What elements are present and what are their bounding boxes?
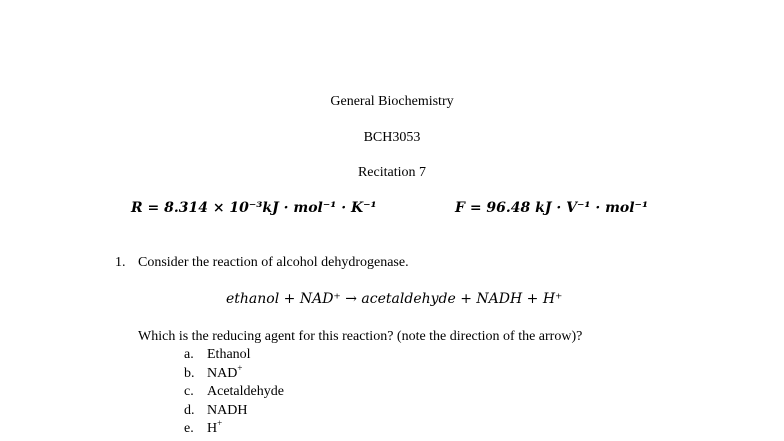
option-a[interactable]	[184, 346, 284, 365]
option-text: NAD	[207, 365, 238, 381]
sub-question: Which is the reducing agent for this reaction? (note the direction of the arrow)?	[138, 329, 583, 344]
answer-options	[184, 346, 284, 439]
reaction-equation: ethanol + NAD⁺ → acetaldehyde + NADH + H⁺	[226, 291, 563, 307]
option-letter: c.	[184, 384, 194, 399]
option-text: H	[207, 421, 218, 436]
option-letter: e.	[184, 421, 194, 436]
option-d[interactable]	[184, 402, 284, 421]
option-letter: a.	[184, 347, 194, 362]
option-c[interactable]	[184, 383, 284, 402]
question-number: 1.	[115, 255, 126, 270]
course-title: General Biochemistry	[330, 94, 454, 109]
option-text: Acetaldehyde	[207, 384, 284, 399]
option-b[interactable]	[184, 362, 284, 384]
gas-constant-equation: R = 8.314 × 10⁻³kJ · mol⁻¹ · K⁻¹	[131, 200, 377, 216]
option-superscript: +	[217, 418, 223, 428]
option-superscript: +	[237, 362, 243, 373]
option-letter: d.	[184, 402, 195, 418]
option-text: NADH	[207, 402, 248, 418]
option-e[interactable]	[184, 420, 284, 439]
course-code: BCH3053	[363, 130, 421, 145]
option-letter: b.	[184, 365, 195, 381]
question-prompt: Consider the reaction of alcohol dehydrogenase.	[138, 255, 409, 270]
faraday-constant-equation: F = 96.48 kJ · V⁻¹ · mol⁻¹	[455, 200, 649, 216]
option-text: Ethanol	[207, 347, 251, 362]
session-title: Recitation 7	[357, 165, 427, 180]
